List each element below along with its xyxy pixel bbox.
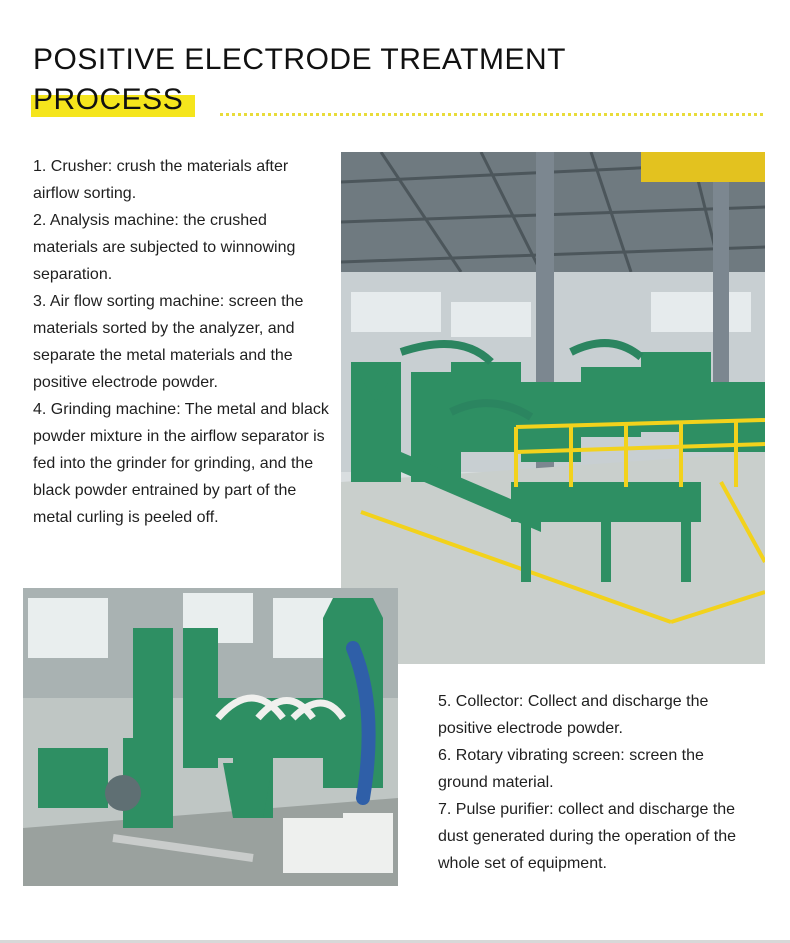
step-1-text: 1. Crusher: crush the materials after airflow sorting. (33, 158, 289, 202)
step-2-text: 2. Analysis machine: the crushed materials are subjected to winnowing separation. (33, 212, 296, 283)
steps-left-block (33, 153, 333, 531)
grinding-line-photo (23, 588, 398, 886)
step-5-text: 5. Collector: Collect and discharge the positive electrode powder. (438, 693, 709, 737)
dotted-divider (220, 113, 763, 116)
steps-right-block (438, 688, 738, 877)
page-title-line-2: PROCESS (33, 83, 184, 116)
industrial-plant-photo (341, 152, 765, 664)
step-6-text: 6. Rotary vibrating screen: screen the ground material. (438, 747, 704, 791)
step-4-text: 4. Grinding machine: The metal and black powder mixture in the airflow separator is fed into the grinder for grinding, and the black powder entrained by part of the metal curling is peeled off. (33, 401, 329, 526)
page-title-line-1: POSITIVE ELECTRODE TREATMENT (33, 43, 566, 76)
step-3-text: 3. Air flow sorting machine: screen the materials sorted by the analyzer, and separate the metal materials and the positive electrode powder. (33, 293, 304, 391)
step-7-text: 7. Pulse purifier: collect and discharge the dust generated during the operation of the whole set of equipment. (438, 801, 736, 872)
